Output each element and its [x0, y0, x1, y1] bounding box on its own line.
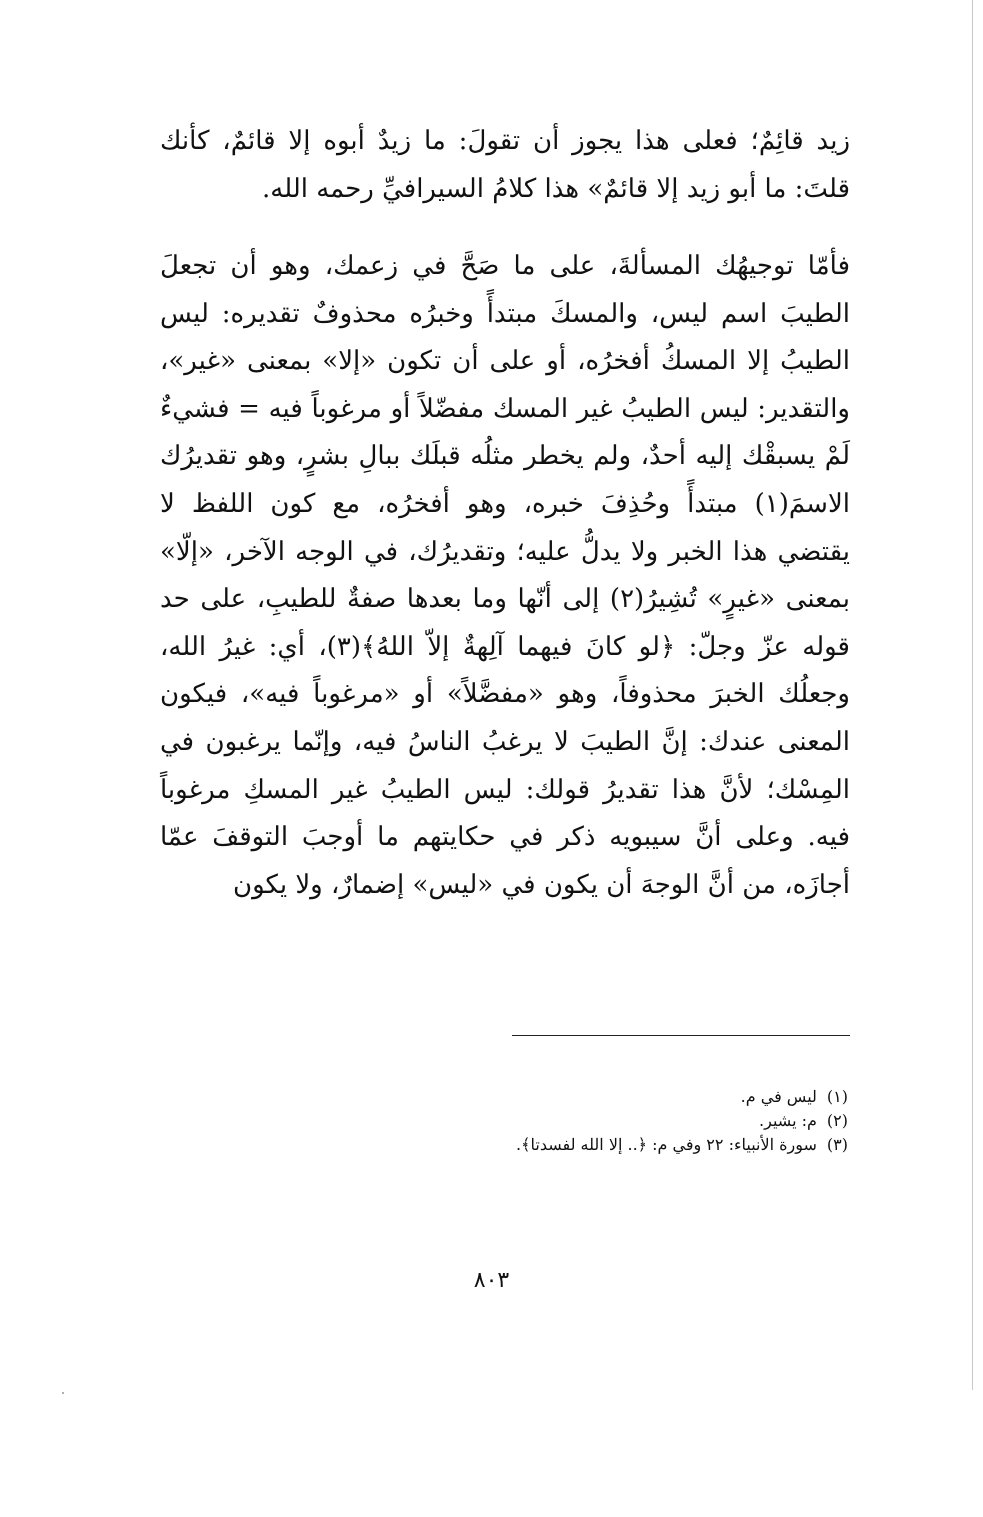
footnotes-list — [248, 1085, 848, 1157]
page-number: ٨٠٣ — [473, 1268, 510, 1293]
footnote-number: (١) — [826, 1087, 848, 1106]
footnote-separator — [512, 1035, 850, 1036]
scan-speck — [62, 1392, 64, 1394]
footnote-text: ليس في م. — [740, 1087, 817, 1106]
footnote-2 — [248, 1109, 848, 1133]
footnote-text: سورة الأنبياء: ٢٢ وفي م: ﴿.. إلا الله لفسدتا﴾. — [516, 1135, 817, 1154]
scan-edge-line — [972, 0, 973, 1390]
paragraph-2: فأمّا توجيهُك المسألةَ، على ما صَحَّ في زعمك، وهو أن تجعلَ الطيبَ اسم ليس، والمسكَ مبتدأً وخبرُه محذوفٌ تقديره: ليس الطيبُ إلا المسكُ أفخرُه، أو على أن تكون «إلا» بمعنى «غير»، والتقدير: ليس الطيبُ غير المسك مفضّلاً أو مرغوباً فيه = فشيءٌ لَمْ يسبقْك إليه أحدٌ، ولم يخطر مثلُه قبلَك ببالِ بشرٍ، وهو تقديرُك الاسمَ(١) مبتدأً وحُذِفَ خبره، وهو أفخرُه، مع كون اللفظ لا يقتضي هذا الخبر ولا يدلُّ عليه؛ وتقديرُك، في الوجه الآخر، «إلّا» بمعنى «غيرٍ» تُشِيرُ(٢) إلى أنّها وما بعدها صفةٌ للطيبِ، على حد قوله عزّ وجلّ: ﴿لو كانَ فيهما آلِهةٌ إلاّ اللهُ﴾(٣)، أي: غيرُ الله، وجعلُك الخبرَ محذوفاً، وهو «مفضَّلاً» أو «مرغوباً فيه»، فيكون المعنى عندك: إنَّ الطيبَ لا يرغبُ الناسُ فيه، وإنّما يرغبون في المِسْك؛ لأنَّ هذا تقديرُ قولك: ليس الطيبُ غير المسكِ مرغوباً فيه. وعلى أنَّ سيبويه ذكر في حكايتهم ما أوجبَ التوقفَ عمّا أجازَه، من أنَّ الوجهَ أن يكون في «ليس» إضمارٌ، ولا يكون — [160, 251, 851, 900]
footnote-text: م: يشير. — [759, 1111, 817, 1130]
footnote-number: (٢) — [826, 1111, 848, 1130]
footnote-3 — [248, 1133, 848, 1157]
footnote-number: (٣) — [826, 1135, 848, 1154]
footnote-1 — [248, 1085, 848, 1109]
paragraph-1: زيد قائِمٌ؛ فعلى هذا يجوز أن تقولَ: ما زيدٌ أبوه إلا قائمٌ، كأنك قلتَ: ما أبو زيد إلا قائمٌ» هذا كلامُ السيرافيِّ رحمه الله. — [160, 126, 850, 204]
